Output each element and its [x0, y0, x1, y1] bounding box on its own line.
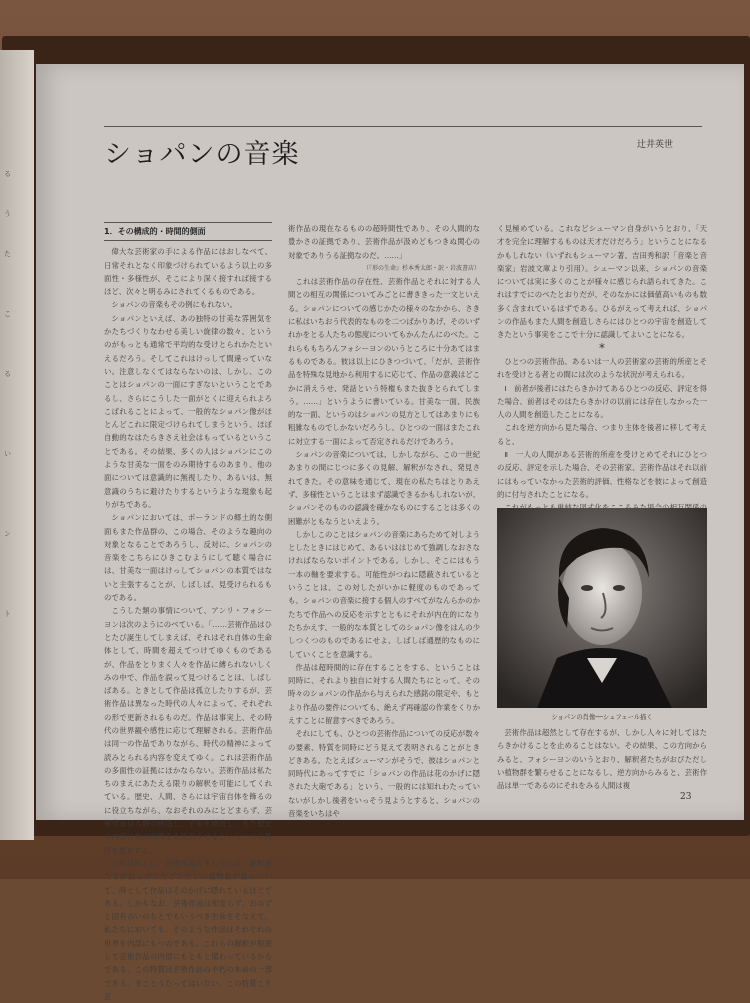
- section-separator: *: [599, 340, 605, 355]
- paragraph: 偉大な芸術家の手による作品にはおしなべて、日常それとなく印象づけられているよう以上の多面性・多様性が、そこにより深く接すれば接するほど、次々と明るみにされてくるものである。: [104, 247, 272, 297]
- left-page-fragment: る: [4, 370, 11, 378]
- text-column-3: [497, 222, 707, 528]
- paragraph: ショパンといえば、あの独特の甘美な雰囲気をかたちづくりなわせる美しい旋律の数々、というのがもっとも通常で平均的な受けとられかたといえるだろう。そしてこれはけっして間違っていない。注意しなくてはならないのは、しかし、このことはショパンの一面にすぎないということであるし、さらにこうした一面がとくに迎えられよろこばれることによって、一般的なショパン像がほとんどこれに限定づけられてしまうという、ほぼ自動的なはたらきさえ社会はもっているということである。その結果、多くの人はショパンにこのような甘美な一面をのみ期待するのあまり、他の面については意識的に無視したり、あるいは、無意識のうちに避けたりするというような現象も起りがちである。: [104, 313, 272, 509]
- paragraph: しかしこのことはショパンの音楽にあらためて対しようとしたときにはじめて、あるいははじめて強調しなおさなければならないポイントである。しかし、そこにはもう一本の軸を要求する。可能性がつねに隠蔽されているということは、この対したがいかに軽度のものであっても、ショパンの音楽に接する個人のすべてがなんらかのかたちで作品への反応を示すとともにそれが内在的になりたちかえす、一般的な本質としてのショパン像をはんの少しつくつのものであるにせよ、しばしば通歴的なものにしていくことを意識する。: [288, 529, 481, 659]
- paragraph: これは芸術作品の存在性、芸術作品とそれに対する人間との相互の関係についてみごとに書ききった一文といえる。ショパンについての感じかたの様々のなかから、さきに私はいちおう代表的なものを二つばかりあげ、そのいずれかをとる人たちの態度についてもかんたんにのべた。これらももちろんフォシーヨンのいうところに十分あてはまるものである。彼は以上にひきつづいて、「だが、芸術作品を特殊な見地から利用するに応じて、作品の意義はどこかに消えうせ、発話という特権もまた抜きとられてしまう。……」というように書いている。甘美な一面、民族的な一面、というのはショパンの見方としてはあまりにも粗雑なものでしかないだろうし、ひとつの一面はまたこれに対立する一面によって否定されるだけであろう。: [288, 277, 481, 446]
- paragraph: これはゆえに、芸術作品のまわりには、解釈者たちが群らがりだびただしい植物群が絡みついて、時として作品はそのかげに隠れているほどである。しかもなお、芸術作品は相変らず、おのずと固有のいのちとでもいうべき生命をそなえて、私たちにおいても、そのような作品はそれぞれの世界を内部にもつのである。これらの解釈が根底して芸術作品の内部にもともと備わっているからである。この特質は芸術作品の不朽の本命の一部である。まことうたってはいない、この特質こそ芸: [104, 858, 272, 1001]
- paragraph: それにしても、ひとつの芸術作品についての反応が数々の要素、特質を同時にどう見えて表明されることがときどきある。たとえばシューマンがそうで、彼はショパンと同時代にあってすでに「ショパンの作品は花のかげに隠された大砲である」という、一般的には知れわたっていないがしかし後者をいっそう見ようとすると、ショパンの音楽をいちはや: [288, 729, 481, 819]
- portrait-illustration: [497, 508, 707, 708]
- left-page-fragment: ト: [4, 610, 11, 618]
- paragraph: ショパンの音楽もその例にもれない。: [111, 300, 237, 310]
- chopin-portrait: [497, 508, 707, 708]
- paragraph: ショパンにおいては、ポーランドの郷土的な側面もまた作品群の、この場合、そのような趣向の対象となることであろうし、反対に、ショパンの音楽をこちらにひきこむようにして聴く場合には、甘美な一面はけっしてショパンの本質ではないと主張することが、しばしば、見受けられるものである。: [104, 513, 272, 603]
- left-page-fragment: ン: [4, 530, 11, 538]
- left-page-fragment: る: [4, 170, 11, 178]
- paragraph: Ⅰ 前者が後者にはたらきかけてあるひとつの反応、評定を得た場合、前者はそのはたらきかけの以前には存在しなかった一人の人間を創造したことになる。: [497, 383, 707, 420]
- left-page-fragment: こ: [4, 310, 11, 318]
- left-page-fragment: い: [4, 450, 11, 458]
- text-column-2: [288, 222, 480, 820]
- paragraph: 術作品の現在なるものの超時間性であり、その人間的な豊かさの証拠であり、芸術作品が汲めどもつきぬ関心の対象でありうる証拠なのだ。……」: [288, 224, 480, 260]
- article-author: 辻井英世: [637, 140, 674, 150]
- left-page-fragment: た: [4, 250, 11, 258]
- paragraph: Ⅱ 一人の人間がある芸術的所産を受けとめてそれにひとつの反応、評定を示した場合、その芸術家、芸術作品はそれ以前にはもっていなかった芸術的評価、性格などを彼によって創造的に付与されたことになる。: [497, 450, 707, 499]
- title-rule: [104, 126, 702, 127]
- text-column-1: [104, 222, 272, 1003]
- citation: （『形の生命』杉本秀太郎・訳・岩波書店）: [362, 264, 480, 272]
- paragraph: これを逆方向から見た場合、つまり主体を後者に移して考えると、: [497, 423, 707, 446]
- paragraph: 作品は超時間的に存在することをする、ということは同時に、それより独自に対する人間たちにとって、その時々のショパンの作品から与えられた感銘の限定や、もとより作品の要件についても、絶えず再確認の作業をくりかえすことに留意すべきであろう。: [288, 662, 481, 725]
- article-title: ショパンの音楽: [104, 139, 300, 170]
- left-page-edge: [0, 50, 34, 840]
- page-number: 23: [680, 792, 692, 802]
- paragraph: 芸術作品は超然として存在するが、しかし人々に対してはたらきかけることを止めることはない。その結果、この方向からみると、フォシーヨンのいうとおり、解釈者たちがおびただしい植物群を繁らせることになるし、逆方向からみると、芸術作品は単一であるのにそれをみる人間は複: [497, 728, 707, 791]
- section-heading: 1．その構成的・時間的側面: [104, 222, 272, 241]
- figure-caption: ショパンの肖像──シュフェール描く: [551, 714, 653, 721]
- paragraph: ひとつの芸術作品、あるいは一人の芸術家の芸術的所産とそれを受けとる者との間には次のような状況が考えられる。: [497, 356, 707, 380]
- paragraph: こうした類の事情について、アンリ・フォシーヨンは次のようにのべている。「……芸術作品はひとたび誕生してしまえば、それはそれ自体の生命体として、時間を超えてつけてゆくものであるが、作品をとりまく人々を作品に縛られないしくみの中で、作品を誤って見つけることは、しばしばある。ときとして作品は孤立したりするが、芸術作品は異なった時代の人々によって、それぞれの形で更新されるものだ。作品は事実上、その時代の世界観や感性に応じて理解される。芸術作品は同一の作品でありながら、時代の精神によって読みとられる内容を変えてゆく。これは芸術作品の多面性の証拠にほかならない。芸術作品は私たちのまえにあたえる限りの解釈を可能にしてくれている。歴史、人間、さらには宇宙自体を飾るのに役立ちながら、なおそれのみにとどまらず、芸術作品は人間の創造し、宇宙を創造し、また歴史の内部に他の時間をも流出させるという一つの秩序を要求する。: [104, 606, 272, 855]
- text-column-3-bottom: [497, 726, 707, 792]
- paragraph: ショパンの音楽については、しかしながら、この一世紀あまりの間にじつに多くの見解、解釈がなされ、発見されてきた。その意味を通じて、現在の私たちはとりあえず、多様性ということはまず認識できるかもしれないが、ショパンそのものの認識を確かなものにすることは多くの困難がともなうといえよう。: [288, 450, 481, 526]
- left-page-fragment: う: [4, 210, 11, 218]
- paragraph: く見極めている。これなどシューマン自身がいうとおり、「天才を完全に理解するものは天才だけだろう」ということになるかもしれない（いずれもシューマン著、吉田秀和訳「音楽と音楽家」岩波文庫より引用）。シューマン以来、ショパンの音楽については実に多くのことが様々に感じられ語られてきた。これはすでにのべたとおりだが、そのなかには価値高いものも数多く含まれているはずである。ひるがえって考えれば、ショパンの作品もまた人間を創造しさらにはひとつの宇宙を創造してきたという事実をここで十分に認識してよいことになる。: [497, 224, 707, 340]
